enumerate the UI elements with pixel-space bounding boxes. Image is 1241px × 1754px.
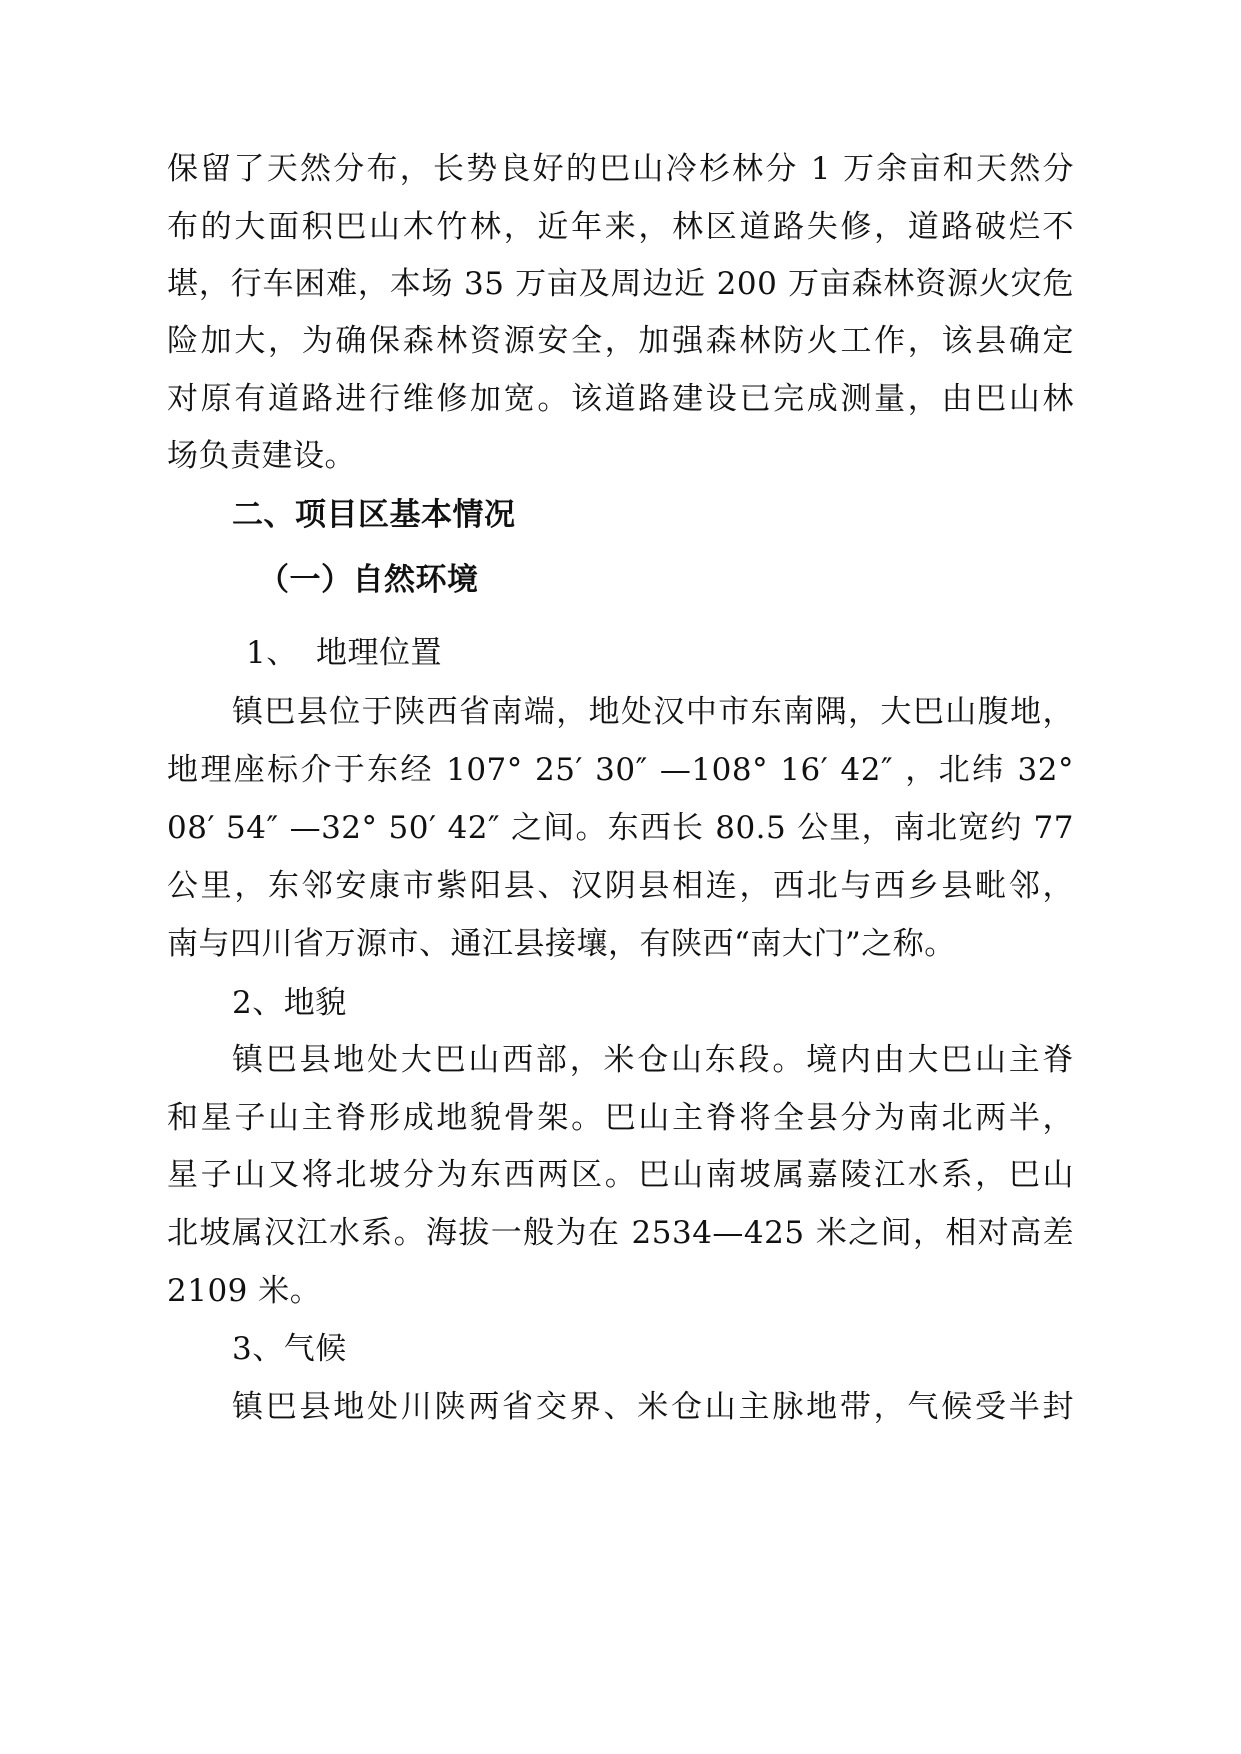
paragraph-line: 对原有道路进行维修加宽。该道路建设已完成测量，由巴山林 [167, 381, 1074, 417]
landform-line: 镇巴县地处大巴山西部，米仓山东段。境内由大巴山主脊 [232, 1042, 1074, 1078]
paragraph-line: 场负责建设。 [167, 438, 356, 474]
landform-line: 星子山又将北坡分为东西两区。巴山南坡属嘉陵江水系，巴山 [167, 1157, 1074, 1193]
paragraph-line: 保留了天然分布，长势良好的巴山冷杉林分 1 万余亩和天然分 [167, 151, 1074, 187]
paragraph-line: 险加大，为确保森林资源安全，加强森林防火工作，该县确定 [167, 323, 1074, 359]
landform-heading: 2、地貌 [232, 985, 347, 1021]
climate-line: 镇巴县地处川陕两省交界、米仓山主脉地带，气候受半封 [232, 1389, 1074, 1425]
paragraph-line: 布的大面积巴山木竹林，近年来，林区道路失修，道路破烂不 [167, 209, 1074, 245]
location-line: 镇巴县位于陕西省南端，地处汉中市东南隅，大巴山腹地， [232, 694, 1074, 730]
location-line: 公里，东邻安康市紫阳县、汉阴县相连，西北与西乡县毗邻， [167, 868, 1074, 904]
location-number: 1、 [246, 635, 298, 671]
climate-heading: 3、气候 [232, 1331, 347, 1367]
landform-line: 北坡属汉江水系。海拔一般为在 2534—425 米之间，相对高差 [167, 1215, 1074, 1251]
landform-line: 2109 米。 [167, 1273, 322, 1309]
location-heading [246, 633, 442, 673]
location-title: 地理位置 [316, 635, 442, 671]
location-line: 南与四川省万源市、通江县接壤，有陕西“南大门”之称。 [167, 926, 956, 962]
landform-line: 和星子山主脊形成地貌骨架。巴山主脊将全县分为南北两半， [167, 1100, 1074, 1136]
subsection-heading: （一）自然环境 [258, 562, 479, 598]
section-heading: 二、项目区基本情况 [232, 497, 516, 533]
paragraph-line: 堪，行车困难，本场 35 万亩及周边近 200 万亩森林资源火灾危 [167, 266, 1074, 302]
location-line: 地理座标介于东经 107° 25′ 30″ —108° 16′ 42″ ，北纬 32° [167, 752, 1074, 788]
location-line: 08′ 54″ —32° 50′ 42″ 之间。东西长 80.5 公里，南北宽约 77 [167, 810, 1074, 846]
